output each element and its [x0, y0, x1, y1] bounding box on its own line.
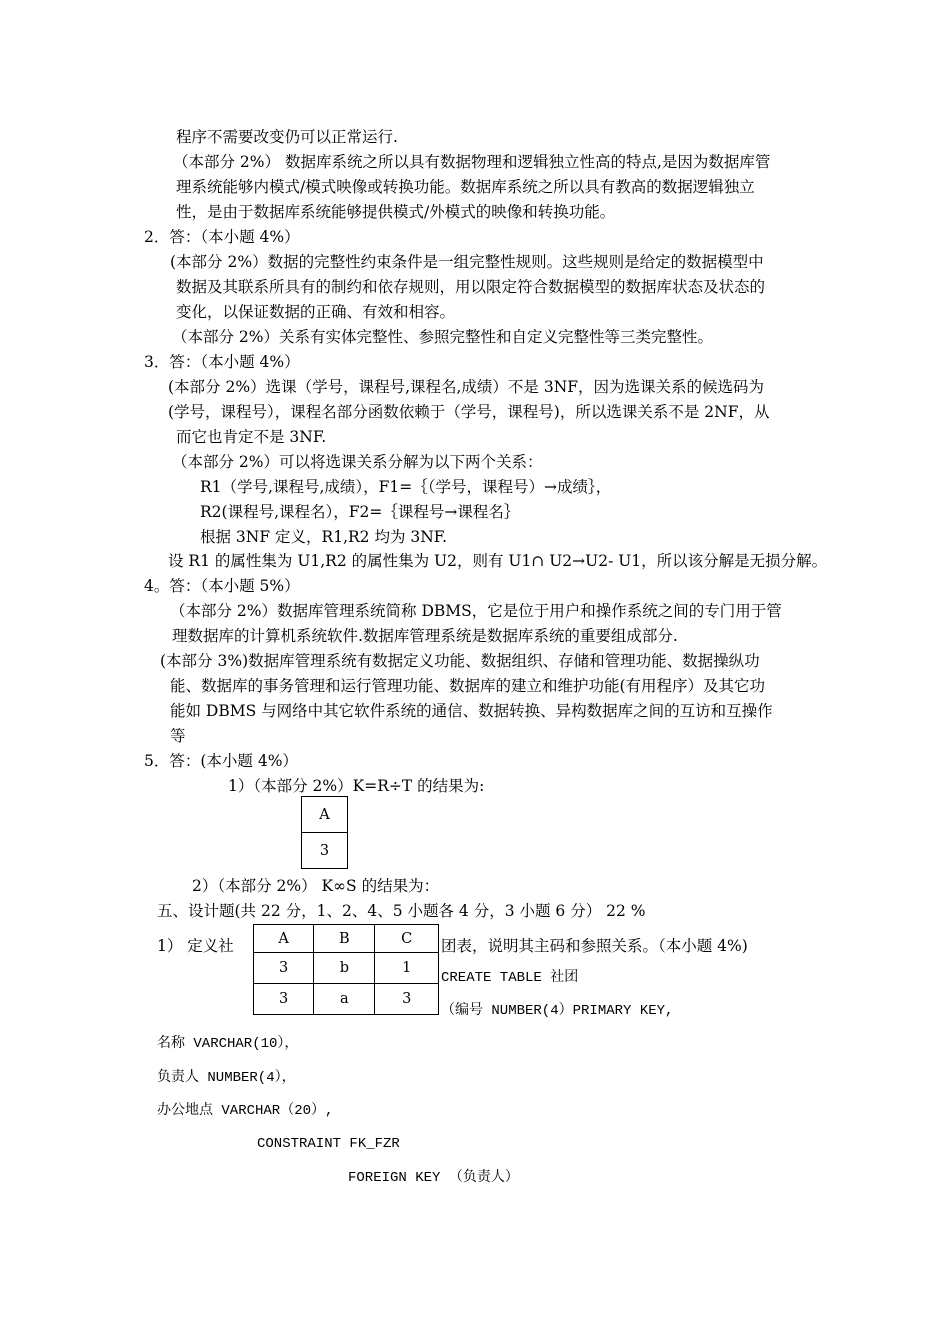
question-heading: 5．答：(本小题 4%） [144, 752, 298, 770]
table-header-cell: A [302, 797, 348, 833]
table-header-cell: C [375, 925, 439, 953]
section-heading: 五、设计题(共 22 分，1、2、4、5 小题各 4 分，3 小题 6 分） 22 % [157, 902, 646, 920]
text-line: 性，是由于数据库系统能够提供模式/外模式的映像和转换功能。 [176, 203, 616, 221]
text-line: （本部分 2%）关系有实体完整性、参照完整性和自定义完整性等三类完整性。 [172, 328, 714, 346]
text-line: 等 [170, 727, 186, 745]
code-line: （编号 NUMBER(4）PRIMARY KEY, [441, 1003, 674, 1019]
text-line: （本部分 2%）数据库管理系统简称 DBMS，它是位于用户和操作系统之间的专门用于管 [170, 602, 782, 620]
text-line: 变化，以保证数据的正确、有效和相容。 [176, 303, 456, 321]
code-line: CONSTRAINT FK_FZR [257, 1136, 400, 1152]
text-line: (本部分 2%）选课（学号，课程号,课程名,成绩）不是 3NF，因为选课关系的候选码为 [168, 378, 765, 396]
text-line: 1） 定义社 [157, 937, 234, 955]
text-line: (本部分 2%）数据的完整性约束条件是一组完整性规则。这些规则是给定的数据模型中 [170, 253, 764, 271]
table-cell: 3 [302, 833, 348, 869]
text-line: （本部分 2%） 数据库系统之所以具有数据物理和逻辑独立性高的特点,是因为数据库管 [173, 153, 771, 171]
text-line: R1（学号,课程号,成绩），F1=｛（学号，课程号）→成绩｝， [200, 478, 612, 496]
code-line: 办公地点 VARCHAR（20）, [157, 1103, 334, 1119]
table-cell: 3 [375, 984, 439, 1015]
text-line: 数据及其联系所具有的制约和依存规则，用以限定符合数据模型的数据库状态及状态的 [176, 278, 766, 296]
text-line: （本部分 2%）可以将选课关系分解为以下两个关系： [172, 453, 543, 471]
table-cell: b [314, 953, 375, 984]
text-line: 能、数据库的事务管理和运行管理功能、数据库的建立和维护功能(有用程序）及其它功 [170, 677, 766, 695]
result-table-ks [253, 924, 439, 1015]
text-line: (学号，课程号），课程名部分函数依赖于（学号，课程号)，所以选课关系不是 2NF，从 [168, 403, 770, 421]
text-line: 2）（本部分 2%） K∞S 的结果为： [192, 877, 440, 895]
code-line: 名称 VARCHAR(10）， [157, 1036, 299, 1052]
question-heading: 2．答：（本小题 4%） [144, 228, 300, 246]
table-cell: 3 [254, 953, 314, 984]
result-table-k [301, 796, 348, 869]
text-line: R2(课程号,课程名），F2=｛课程号→课程名｝ [200, 503, 520, 521]
table-header-cell: B [314, 925, 375, 953]
text-line: 程序不需要改变仍可以正常运行. [176, 128, 398, 146]
text-line: 而它也肯定不是 3NF. [176, 428, 327, 446]
text-line: 设 R1 的属性集为 U1,R2 的属性集为 U2，则有 U1∩ U2→U2- U1，所以该分解是无损分解。 [168, 552, 828, 570]
text-line: 理数据库的计算机系统软件.数据库管理系统是数据库系统的重要组成部分. [172, 627, 678, 645]
question-heading: 4。答：（本小题 5%） [144, 577, 300, 595]
table-cell: 3 [254, 984, 314, 1015]
text-line: 团表，说明其主码和参照关系。（本小题 4%) [441, 937, 748, 955]
text-line: 理系统能够内模式/模式映像或转换功能。数据库系统之所以具有教高的数据逻辑独立 [176, 178, 755, 196]
text-line: 1）（本部分 2%）K=R÷T 的结果为: [228, 777, 485, 795]
table-cell: 1 [375, 953, 439, 984]
text-line: 根据 3NF 定义，R1,R2 均为 3NF. [200, 528, 448, 546]
code-line: 负责人 NUMBER(4）， [157, 1070, 296, 1086]
table-header-cell: A [254, 925, 314, 953]
table-cell: a [314, 984, 375, 1015]
code-line: CREATE TABLE 社团 [441, 970, 579, 986]
text-line: (本部分 3%)数据库管理系统有数据定义功能、数据组织、存储和管理功能、数据操纵功 [160, 652, 760, 670]
question-heading: 3．答：（本小题 4%） [144, 353, 300, 371]
text-line: 能如 DBMS 与网络中其它软件系统的通信、数据转换、异构数据库之间的互访和互操作 [170, 702, 773, 720]
code-line: FOREIGN KEY （负责人） [348, 1170, 519, 1186]
